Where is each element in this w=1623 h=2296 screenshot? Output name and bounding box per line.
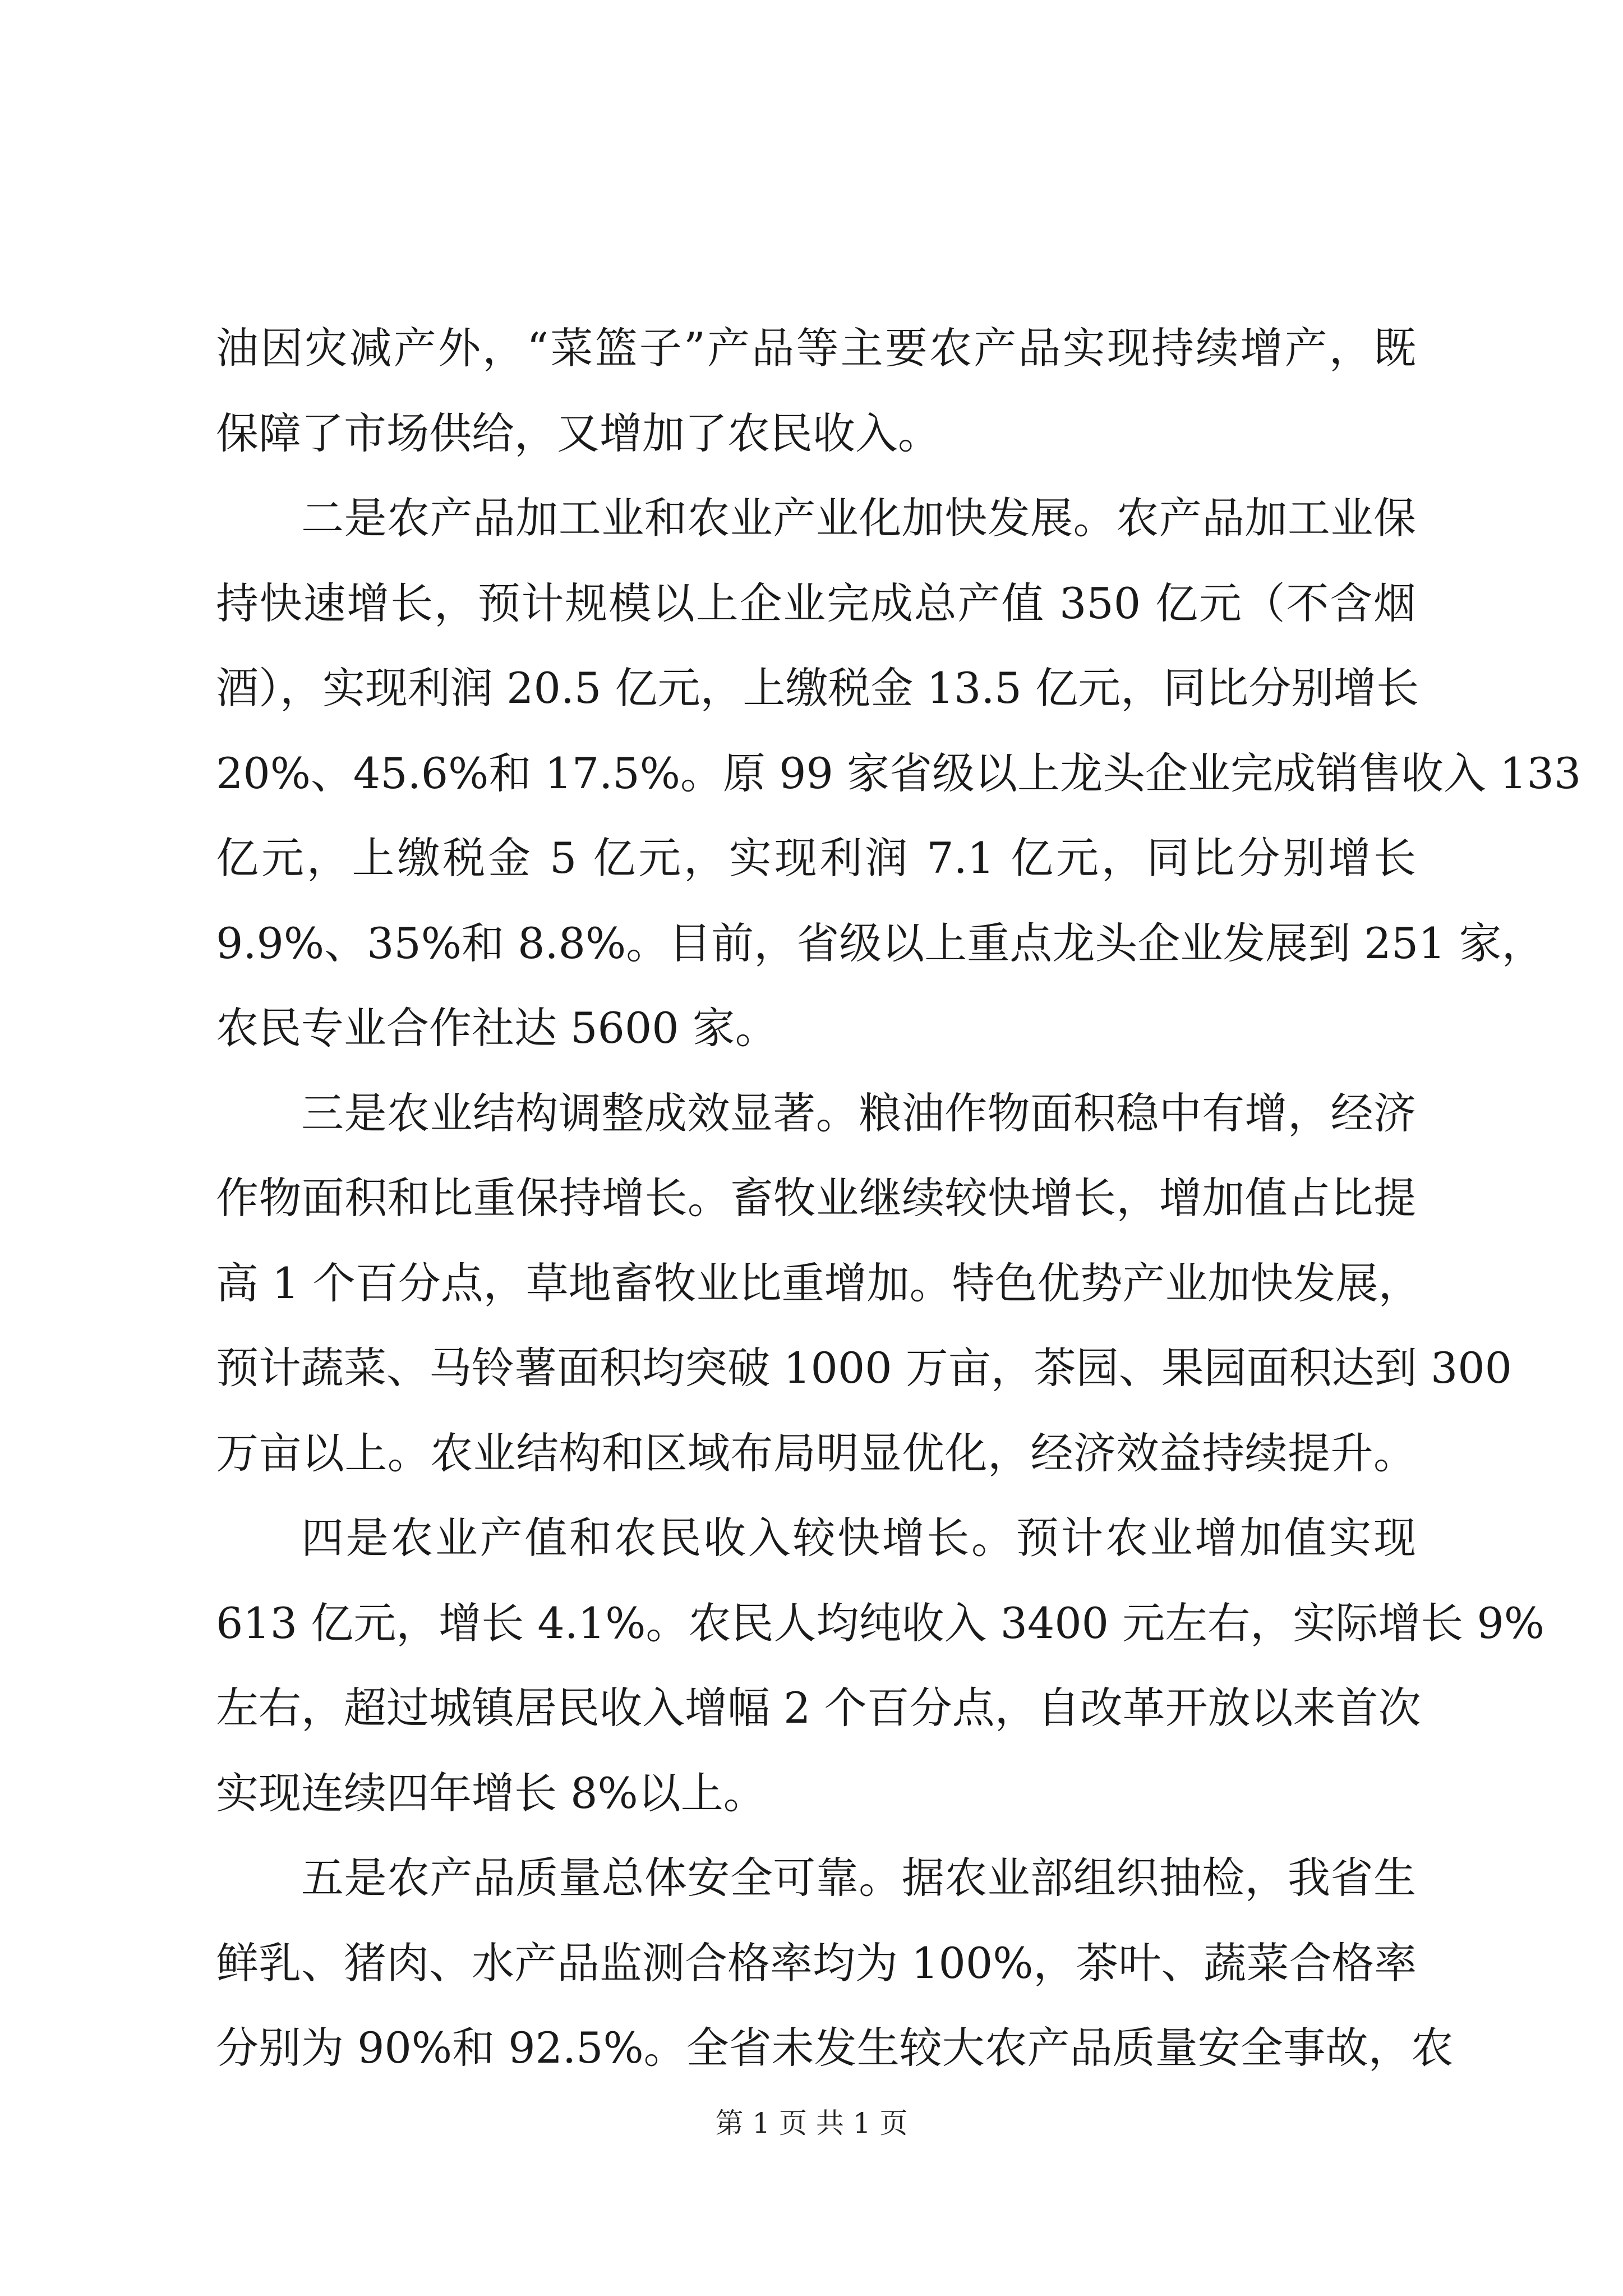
text-line: 五是农产品质量总体安全可靠。据农业部组织抽检，我省生 bbox=[301, 1853, 1416, 1903]
text-line: 20%、45.6%和 17.5%。原 99 家省级以上龙头企业完成销售收入 133 bbox=[216, 748, 1581, 798]
text-line: 保障了市场供给，又增加了农民收入。 bbox=[216, 408, 940, 458]
text-line: 鲜乳、猪肉、水产品监测合格率均为 100%，茶叶、蔬菜合格率 bbox=[216, 1938, 1417, 1988]
text-line: 农民专业合作社达 5600 家。 bbox=[216, 1003, 778, 1053]
text-line: 9.9%、35%和 8.8%。目前，省级以上重点龙头企业发展到 251 家， bbox=[216, 918, 1544, 968]
text-line: 三是农业结构调整成效显著。粮油作物面积稳中有增，经济 bbox=[301, 1088, 1416, 1138]
text-line: 油因灾减产外，“菜篮子”产品等主要农产品实现持续增产，既 bbox=[216, 323, 1416, 373]
text-line: 分别为 90%和 92.5%。全省未发生较大农产品质量安全事故，农 bbox=[216, 2023, 1454, 2073]
text-line: 实现连续四年增长 8%以上。 bbox=[216, 1768, 766, 1818]
text-line: 四是农业产值和农民收入较快增长。预计农业增加值实现 bbox=[301, 1513, 1416, 1563]
document-body bbox=[216, 306, 1581, 2091]
text-line: 酒），实现利润 20.5 亿元，上缴税金 13.5 亿元，同比分别增长 bbox=[216, 663, 1419, 713]
text-line: 预计蔬菜、马铃薯面积均突破 1000 万亩，茶园、果园面积达到 300 bbox=[216, 1343, 1512, 1393]
text-line: 作物面积和比重保持增长。畜牧业继续较快增长，增加值占比提 bbox=[216, 1173, 1416, 1223]
text-line: 亿元，上缴税金 5 亿元，实现利润 7.1 亿元，同比分别增长 bbox=[216, 833, 1416, 883]
text-line: 高 1 个百分点，草地畜牧业比重增加。特色优势产业加快发展， bbox=[216, 1258, 1421, 1308]
text-line: 二是农产品加工业和农业产业化加快发展。农产品加工业保 bbox=[301, 493, 1416, 543]
text-line: 左右，超过城镇居民收入增幅 2 个百分点，自改革开放以来首次 bbox=[216, 1683, 1421, 1733]
page-footer: 第 1 页 共 1 页 bbox=[715, 2107, 908, 2139]
text-line: 万亩以上。农业结构和区域布局明显优化，经济效益持续提升。 bbox=[216, 1428, 1416, 1478]
text-line: 持快速增长，预计规模以上企业完成总产值 350 亿元（不含烟 bbox=[216, 578, 1416, 628]
text-line: 613 亿元，增长 4.1%。农民人均纯收入 3400 元左右，实际增长 9% bbox=[216, 1598, 1544, 1648]
